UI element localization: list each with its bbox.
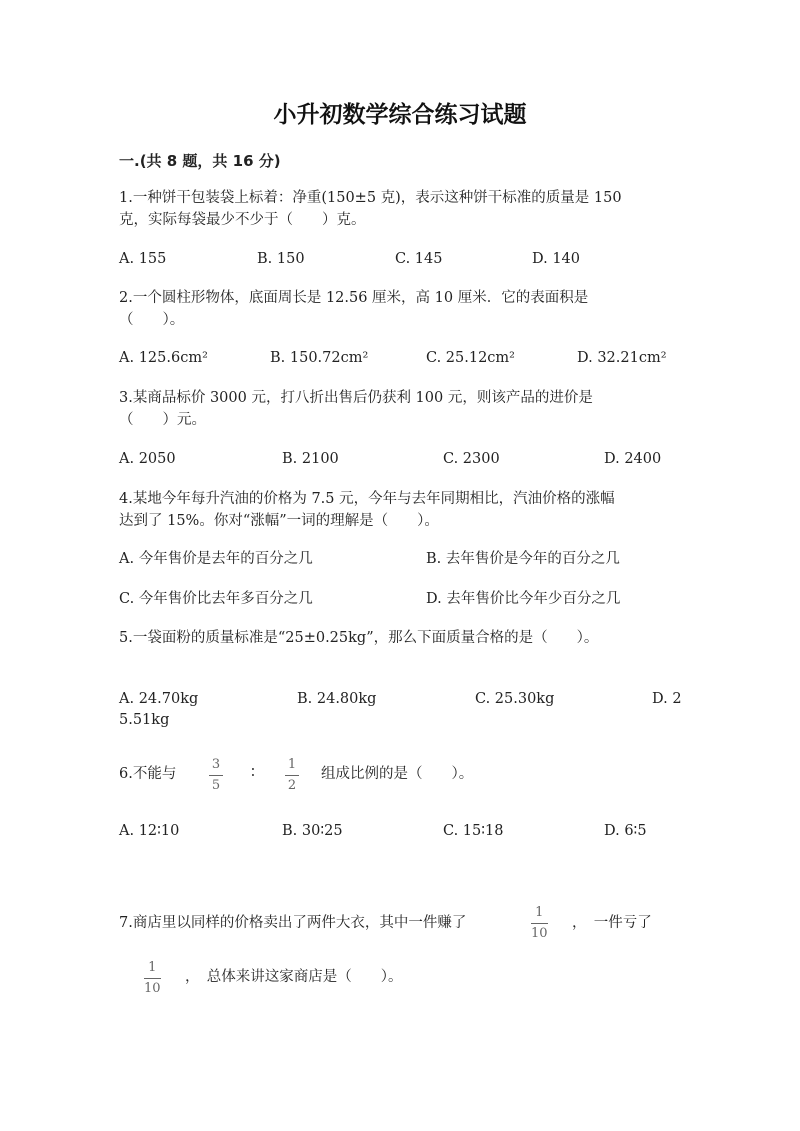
exam-title: 小升初数学综合练习试题 xyxy=(273,102,527,128)
q3-option-d: D. 2400 xyxy=(604,451,662,467)
q1-line2: 克，实际每袋最少不少于（ ）克。 xyxy=(119,212,366,228)
q7-fraction-1 xyxy=(531,905,548,942)
q6-option-a: A. 12∶10 xyxy=(119,823,180,839)
q7-prefix: 7.商店里以同样的价格卖出了两件大衣，其中一件赚了 xyxy=(119,915,467,931)
q3-option-a: A. 2050 xyxy=(119,451,176,467)
q4-option-b: B. 去年售价是今年的百分之几 xyxy=(426,551,620,567)
q7-fraction-2-numerator: 1 xyxy=(148,960,157,975)
q4-line1: 4.某地今年每升汽油的价格为 7.5 元，今年与去年同期相比，汽油价格的涨幅 xyxy=(119,491,615,507)
q3-option-b: B. 2100 xyxy=(282,451,339,467)
q6-ratio-colon: ∶ xyxy=(251,763,255,781)
q6-fraction-1-denominator: 5 xyxy=(211,778,221,793)
q2-line1: 2.一个圆柱形物体，底面周长是 12.56 厘米，高 10 厘米．它的表面积是 xyxy=(119,290,589,306)
q7-fraction-2-denominator: 10 xyxy=(144,981,161,996)
fraction-bar xyxy=(144,978,161,979)
q7-fraction-1-numerator: 1 xyxy=(535,905,544,920)
q4-option-a: A. 今年售价是去年的百分之几 xyxy=(119,551,313,567)
q5-option-d-wrap: 5.51kg xyxy=(119,712,170,728)
fraction-bar xyxy=(209,775,223,776)
q2-option-b: B. 150.72cm² xyxy=(270,350,369,366)
fraction-bar xyxy=(531,923,548,924)
q1-option-c: C. 145 xyxy=(395,251,443,267)
q1-option-b: B. 150 xyxy=(257,251,305,267)
q6-option-c: C. 15∶18 xyxy=(443,823,504,839)
q1-line1: 1.一种饼干包装袋上标着：净重(150±5 克)，表示这种饼干标准的质量是 150 xyxy=(119,190,622,206)
fraction-bar xyxy=(285,775,299,776)
q3-line2: （ ）元。 xyxy=(119,412,206,428)
q4-line2: 达到了 15%。你对“涨幅”一词的理解是（ ）。 xyxy=(119,513,439,529)
q5-option-d: D. 2 xyxy=(652,691,682,707)
q1-option-d: D. 140 xyxy=(532,251,581,267)
q6-prefix: 6.不能与 xyxy=(119,766,177,782)
q4-option-d: D. 去年售价比今年少百分之几 xyxy=(426,591,621,607)
q6-fraction-1 xyxy=(209,757,223,794)
q3-line1: 3.某商品标价 3000 元，打八折出售后仍获利 100 元，则该产品的进价是 xyxy=(119,390,593,406)
q2-line2: （ ）。 xyxy=(119,312,185,328)
q4-option-c: C. 今年售价比去年多百分之几 xyxy=(119,591,313,607)
q7-middle: ， 一件亏了 xyxy=(572,915,652,931)
section-heading: 一.(共 8 题，共 16 分) xyxy=(119,152,281,170)
q5-option-c: C. 25.30kg xyxy=(475,691,555,707)
q5-option-b: B. 24.80kg xyxy=(297,691,377,707)
q2-option-c: C. 25.12cm² xyxy=(426,350,515,366)
q7-fraction-2 xyxy=(144,960,161,997)
q7-suffix: ， 总体来讲这家商店是（ ）。 xyxy=(185,969,403,985)
q6-option-b: B. 30∶25 xyxy=(282,823,343,839)
q6-fraction-2-denominator: 2 xyxy=(287,778,297,793)
q7-fraction-1-denominator: 10 xyxy=(531,926,548,941)
q6-fraction-2 xyxy=(285,757,299,794)
q3-option-c: C. 2300 xyxy=(443,451,500,467)
q2-option-d: D. 32.21cm² xyxy=(577,350,667,366)
q6-fraction-1-numerator: 3 xyxy=(211,757,221,772)
q6-option-d: D. 6∶5 xyxy=(604,823,647,839)
q5-line1: 5.一袋面粉的质量标准是“25±0.25kg”，那么下面质量合格的是（ ）。 xyxy=(119,630,599,646)
q2-option-a: A. 125.6cm² xyxy=(119,350,208,366)
q6-fraction-2-numerator: 1 xyxy=(287,757,297,772)
q5-option-a: A. 24.70kg xyxy=(119,691,199,707)
q6-suffix: 组成比例的是（ ）。 xyxy=(321,766,474,782)
q1-option-a: A. 155 xyxy=(119,251,167,267)
